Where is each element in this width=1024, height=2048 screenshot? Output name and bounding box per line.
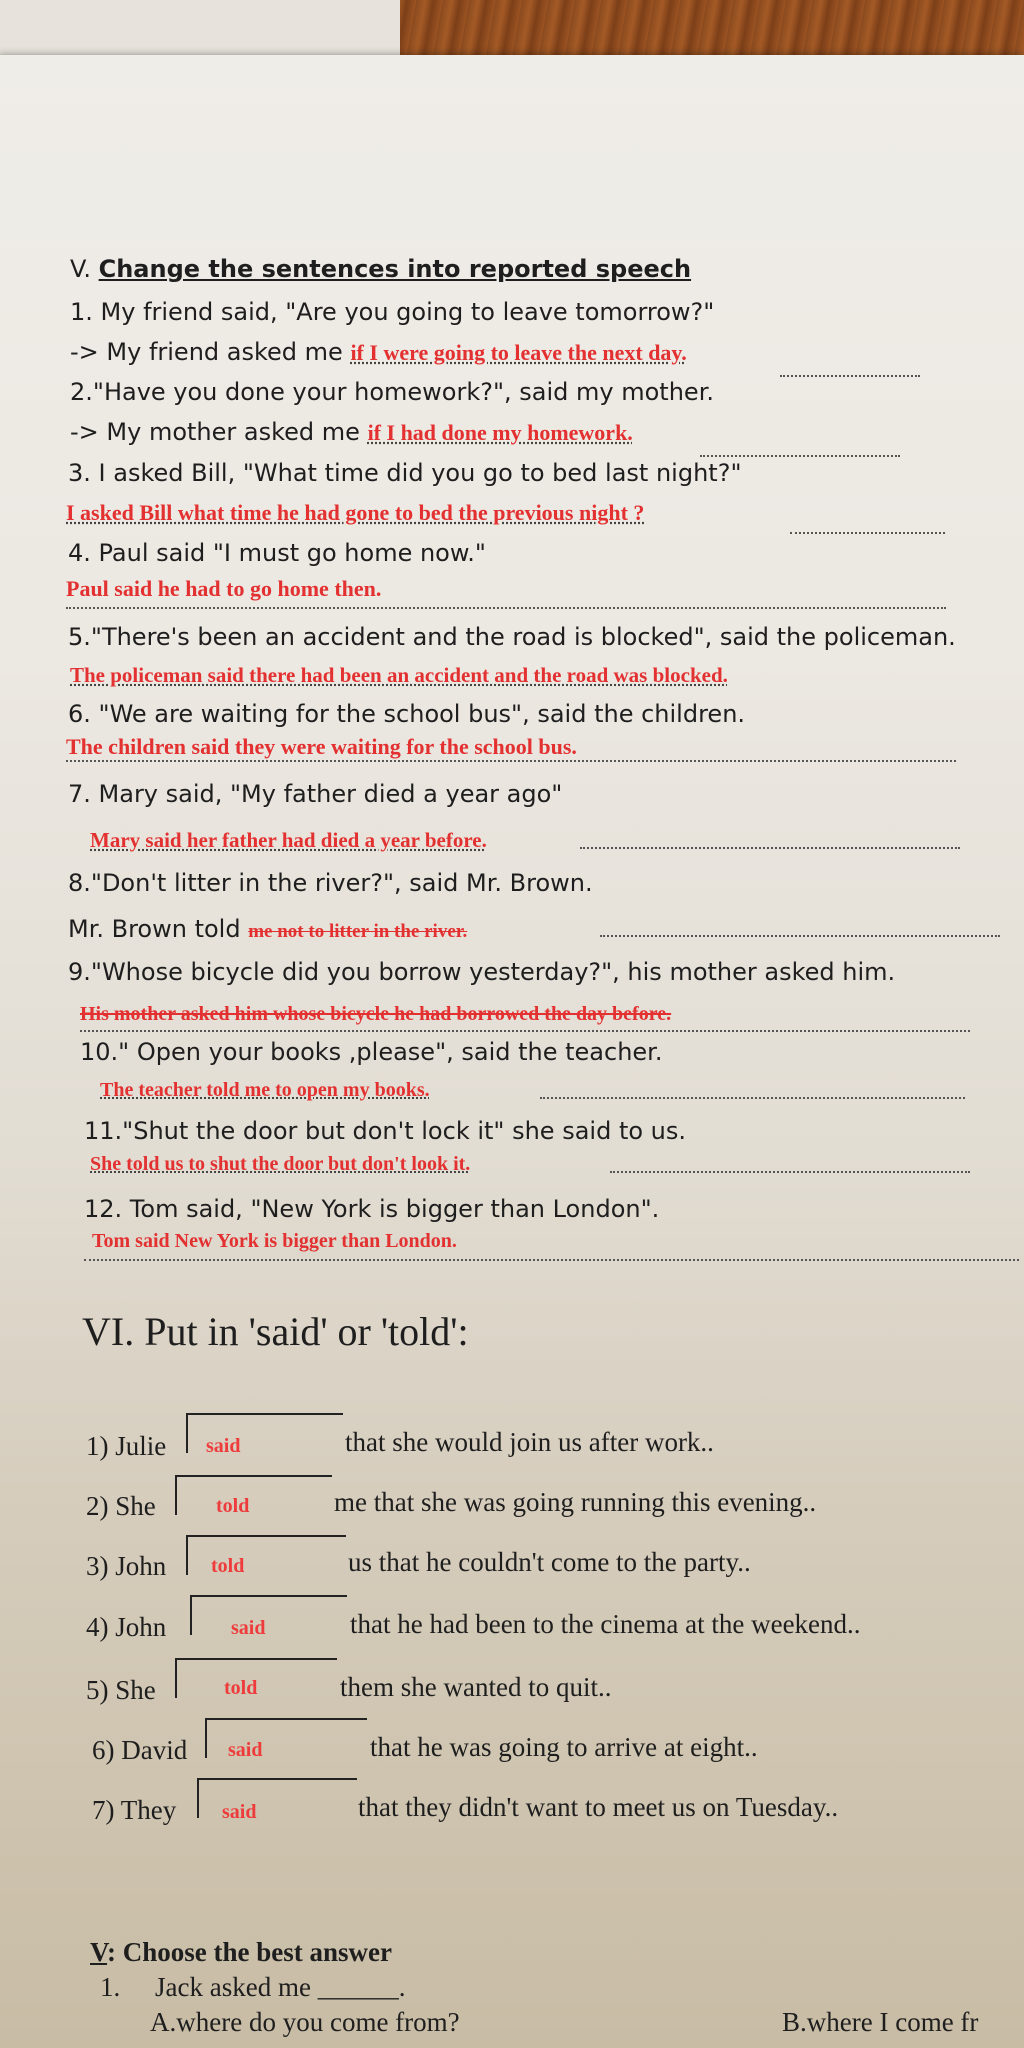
v-question-11: 11."Shut the door but don't lock it" she said to us. xyxy=(84,1117,687,1145)
vi-answer-7: said xyxy=(222,1801,257,1823)
vi-answer-4: said xyxy=(231,1617,266,1639)
mcq-question-1: 1. Jack asked me ______. xyxy=(100,1972,406,2002)
section-v-heading: V. Change the sentences into reported speech xyxy=(70,255,692,283)
vi-rest-4: that he had been to the cinema at the weekend.. xyxy=(350,1609,861,1639)
dotted-line xyxy=(700,455,900,457)
v-answer-10: The teacher told me to open my books. xyxy=(100,1079,430,1101)
vi-rest-3: us that he couldn't come to the party.. xyxy=(348,1547,751,1577)
v-question-7: 7. Mary said, "My father died a year ago" xyxy=(68,780,563,808)
vi-rest-5: them she wanted to quit.. xyxy=(340,1672,612,1702)
vi-subject-3: 3) John xyxy=(86,1551,167,1581)
v-answer-11: She told us to shut the door but don't look it. xyxy=(90,1153,471,1175)
vi-rest-1: that she would join us after work.. xyxy=(345,1427,714,1457)
v-answer-6: The children said they were waiting for the school bus. xyxy=(66,734,577,759)
v-question-1: 1. My friend said, "Are you going to leave tomorrow?" xyxy=(70,298,715,326)
dotted-line xyxy=(80,1030,970,1032)
v-answer-3: I asked Bill what time he had gone to bed the previous night ? xyxy=(66,500,645,525)
v-answer-7: Mary said her father had died a year before. xyxy=(90,828,487,852)
section-v-title: Change the sentences into reported speech xyxy=(98,255,692,283)
vi-answer-3: told xyxy=(211,1555,245,1577)
v-question-2: 2."Have you done your homework?", said my mother. xyxy=(70,378,714,406)
vi-subject-6: 6) David xyxy=(92,1735,188,1765)
dotted-line xyxy=(600,935,1000,937)
v-answer-12: Tom said New York is bigger than London. xyxy=(92,1230,457,1252)
vi-answer-2: told xyxy=(216,1495,250,1517)
vi-subject-5: 5) She xyxy=(86,1675,156,1705)
answer-box-3 xyxy=(186,1535,346,1575)
vi-rest-6: that he was going to arrive at eight.. xyxy=(370,1732,758,1762)
v-question-3: 3. I asked Bill, "What time did you go to bed last night?" xyxy=(68,459,742,487)
vi-answer-1: said xyxy=(206,1435,241,1457)
dotted-line xyxy=(540,1097,965,1099)
dotted-line xyxy=(66,607,946,609)
v-answer-8: me not to litter in the river. xyxy=(248,921,468,942)
v-question-8: 8."Don't litter in the river?", said Mr. Brown. xyxy=(68,869,593,897)
v-answer-line-8: Mr. Brown told me not to litter in the river. xyxy=(68,915,468,943)
v-answer-5: The policeman said there had been an accident and the road was blocked. xyxy=(70,663,728,687)
dotted-line xyxy=(580,847,960,849)
dotted-line xyxy=(780,375,920,377)
v-question-12: 12. Tom said, "New York is bigger than London". xyxy=(84,1195,660,1223)
answer-box-2 xyxy=(175,1475,332,1515)
vi-subject-2: 2) She xyxy=(86,1491,156,1521)
v-question-6: 6. "We are waiting for the school bus", said the children. xyxy=(68,700,746,728)
vi-rest-2: me that she was going running this evening.. xyxy=(334,1487,817,1517)
dotted-line xyxy=(66,760,956,762)
vi-subject-4: 4) John xyxy=(86,1612,167,1642)
v-question-10: 10." Open your books ,please", said the teacher. xyxy=(80,1038,663,1066)
vi-subject-7: 7) They xyxy=(92,1795,177,1825)
v-answer-1: if I were going to leave the next day. xyxy=(350,340,687,365)
answer-box-7 xyxy=(197,1778,357,1818)
answer-box-4 xyxy=(190,1595,347,1635)
v-answer-4: Paul said he had to go home then. xyxy=(66,576,382,601)
v-answer-line-1: -> My friend asked me if I were going to leave the next day. xyxy=(70,338,687,366)
section-vi-heading: VI. Put in 'said' or 'told': xyxy=(82,1309,469,1354)
v-question-4: 4. Paul said "I must go home now." xyxy=(68,539,486,567)
dotted-line xyxy=(790,532,945,534)
v-answer-9: His mother asked him whose bicycle he had borrowed the day before. xyxy=(80,1003,672,1025)
v-answer-line-2: -> My mother asked me if I had done my homework. xyxy=(70,418,633,446)
mcq-option-a: A.where do you come from? xyxy=(150,2007,460,2037)
dotted-line xyxy=(84,1259,1019,1261)
mcq-option-b: B.where I come fr xyxy=(782,2007,979,2037)
worksheet xyxy=(0,55,1024,2048)
vi-answer-5: told xyxy=(224,1677,258,1699)
vi-answer-6: said xyxy=(228,1739,263,1761)
v-answer-2: if I had done my homework. xyxy=(367,420,633,445)
v-question-9: 9."Whose bicycle did you borrow yesterday?", his mother asked him. xyxy=(68,958,896,986)
dotted-line xyxy=(610,1171,970,1173)
vi-rest-7: that they didn't want to meet us on Tuesday.. xyxy=(358,1792,839,1822)
choose-answer-heading: V: Choose the best answer xyxy=(90,1937,393,1967)
vi-subject-1: 1) Julie xyxy=(86,1431,167,1461)
v-question-5: 5."There's been an accident and the road is blocked", said the policeman. xyxy=(68,623,956,651)
